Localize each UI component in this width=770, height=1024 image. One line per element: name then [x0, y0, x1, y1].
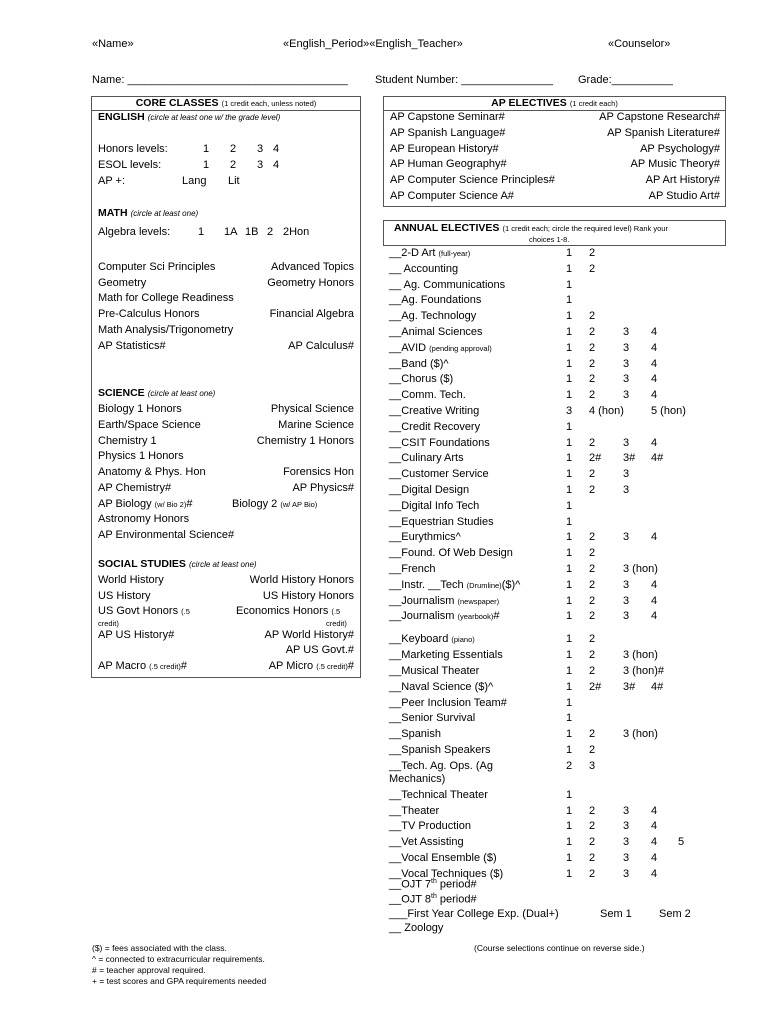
- course-option[interactable]: Geometry Honors: [267, 276, 354, 289]
- annual-elective-name[interactable]: [389, 437, 490, 449]
- ap-elective-option[interactable]: AP Computer Science Principles#: [390, 174, 555, 187]
- level-option[interactable]: 3: [623, 484, 630, 496]
- algebra-level[interactable]: 1A: [224, 226, 238, 238]
- annual-elective-label: __Ag. Foundations: [389, 294, 482, 307]
- level-option[interactable]: 4#: [651, 452, 664, 465]
- level-option[interactable]: 1: [566, 484, 573, 496]
- annual-elective-label: __Chorus ($): [389, 373, 454, 386]
- level-option[interactable]: 4: [651, 852, 658, 864]
- name-merge-field: «Name»: [92, 38, 134, 50]
- level-option[interactable]: 1: [566, 278, 573, 291]
- annual-elective-note: (piano): [451, 635, 475, 645]
- level-option[interactable]: 3: [623, 436, 630, 449]
- annual-elective-label: __Spanish: [389, 728, 441, 741]
- annual-elective-label: __Instr. __Tech: [389, 578, 464, 591]
- course-option[interactable]: Chemistry 1 Honors: [256, 434, 354, 447]
- level-option[interactable]: 4: [651, 594, 658, 607]
- annual-elective-label: __Spanish Speakers: [389, 744, 491, 756]
- level-option[interactable]: 1: [566, 852, 573, 864]
- zoology-option[interactable]: __ Zoology: [389, 922, 444, 934]
- level-option[interactable]: 1: [566, 326, 573, 338]
- level-option[interactable]: 1: [566, 247, 573, 259]
- legend-teacher-approval: # = teacher approval required.: [92, 965, 206, 975]
- annual-elective-name[interactable]: [389, 820, 471, 832]
- level-option[interactable]: 4 (hon): [589, 405, 624, 417]
- course-option[interactable]: Math for College Readiness: [98, 292, 234, 305]
- algebra-level[interactable]: 2Hon: [283, 226, 310, 238]
- level-option[interactable]: 1: [566, 547, 573, 560]
- course-option[interactable]: US History Honors: [262, 589, 354, 602]
- annual-electives-note: choices 1-8.: [529, 235, 570, 244]
- annual-elective-name[interactable]: [389, 310, 476, 322]
- ojt-8th-period-option[interactable]: __OJT 8th period#: [389, 893, 477, 906]
- level-option[interactable]: 3: [623, 341, 630, 354]
- level-option[interactable]: 2: [589, 247, 596, 259]
- level-option[interactable]: 1: [566, 436, 573, 449]
- english-ap-label: AP +:: [98, 175, 126, 187]
- level-option[interactable]: 3 (hon): [623, 649, 658, 662]
- algebra-level[interactable]: 1: [198, 226, 205, 238]
- english-esol-level[interactable]: 1: [203, 159, 210, 171]
- course-option[interactable]: Physics 1 Honors: [98, 450, 184, 463]
- level-option[interactable]: 1: [566, 420, 573, 433]
- ap-us-history-option[interactable]: AP US History#: [98, 629, 175, 641]
- level-option[interactable]: 1: [566, 515, 573, 528]
- annual-elective-label: __Creative Writing: [389, 405, 480, 417]
- annual-elective-name[interactable]: [389, 247, 470, 259]
- level-option[interactable]: 2: [589, 820, 596, 833]
- level-option[interactable]: 3: [566, 405, 573, 417]
- level-option[interactable]: 3 (hon)#: [623, 665, 664, 677]
- annual-elective-note: (Drumline): [466, 580, 502, 590]
- annual-elective-name[interactable]: [389, 547, 513, 559]
- annual-elective-name[interactable]: [389, 789, 488, 801]
- level-option[interactable]: 1: [566, 836, 573, 849]
- annual-elective-name[interactable]: [389, 697, 507, 709]
- biology-2-option[interactable]: Biology 2 (w/ AP Bio): [232, 498, 318, 510]
- course-option[interactable]: AP Physics#: [292, 482, 354, 494]
- annual-elective-name[interactable]: [389, 326, 483, 338]
- ap-electives-title: AP ELECTIVES (1 credit each): [491, 97, 618, 109]
- annual-elective-label: __Marketing Essentials: [389, 649, 503, 662]
- level-option[interactable]: 2: [589, 633, 596, 646]
- level-option[interactable]: 1: [566, 468, 573, 481]
- level-option[interactable]: 1: [566, 649, 573, 662]
- english-esol-level[interactable]: 3: [257, 159, 264, 171]
- annual-elective-label: __Keyboard: [389, 633, 449, 646]
- level-option[interactable]: 3 (hon): [623, 563, 658, 575]
- course-option[interactable]: Advanced Topics: [271, 261, 354, 273]
- semester-2-option[interactable]: Sem 2: [659, 908, 691, 920]
- annual-elective-name[interactable]: [389, 712, 475, 724]
- level-option[interactable]: 2: [589, 484, 596, 496]
- course-option[interactable]: Anatomy & Phys. Hon: [98, 466, 206, 479]
- math-heading: MATH (circle at least one): [98, 207, 199, 219]
- us-govt-honors-option[interactable]: US Govt Honors (.5: [98, 605, 190, 617]
- level-option[interactable]: 1: [566, 744, 573, 756]
- annual-electives-title: ANNUAL ELECTIVES (1 credit each; circle the required level) Rank your: [394, 222, 668, 234]
- english-heading: ENGLISH (circle at least one w/ the grade level): [98, 111, 281, 123]
- annual-elective-label: __AVID: [389, 341, 427, 354]
- annual-elective-label: __Musical Theater: [389, 665, 480, 677]
- annual-elective-label: __Journalism: [389, 594, 455, 607]
- annual-elective-label: __Animal Sciences: [389, 326, 483, 338]
- level-option[interactable]: 1: [566, 594, 573, 607]
- level-option[interactable]: 3#: [623, 452, 636, 465]
- annual-elective-name[interactable]: [389, 421, 480, 433]
- annual-elective-suffix: #: [493, 610, 500, 623]
- annual-elective-label: __Ag. Technology: [389, 310, 477, 323]
- level-option[interactable]: 3: [623, 610, 630, 623]
- algebra-level[interactable]: 1B: [245, 226, 259, 238]
- english-honors-level[interactable]: 2: [230, 143, 237, 155]
- level-option[interactable]: 4: [651, 820, 658, 833]
- annual-elective-label: __TV Production: [389, 820, 471, 833]
- annual-elective-name[interactable]: [389, 633, 475, 645]
- annual-elective-name[interactable]: [389, 468, 489, 480]
- annual-elective-name[interactable]: [389, 836, 464, 848]
- annual-elective-name[interactable]: [389, 405, 479, 417]
- level-option[interactable]: 1: [566, 680, 573, 693]
- course-option[interactable]: Biology 1 Honors: [98, 403, 182, 415]
- level-option[interactable]: 2: [589, 436, 596, 449]
- ap-world-history-option[interactable]: AP World History#: [264, 629, 354, 641]
- level-option[interactable]: 3: [623, 389, 630, 402]
- level-option[interactable]: 2: [589, 594, 596, 607]
- level-option[interactable]: 2#: [589, 680, 602, 693]
- level-option[interactable]: 4: [651, 373, 658, 386]
- level-option[interactable]: 4: [651, 357, 658, 370]
- annual-elective-name[interactable]: [389, 294, 481, 306]
- annual-elective-label: __French: [389, 563, 436, 575]
- course-option[interactable]: AP Chemistry#: [98, 482, 172, 494]
- course-option[interactable]: Physical Science: [270, 403, 354, 415]
- algebra-levels-label: Algebra levels:: [98, 226, 171, 238]
- english-esol-level[interactable]: 2: [230, 159, 237, 171]
- level-option[interactable]: 4: [651, 610, 658, 623]
- level-option[interactable]: 2: [589, 744, 596, 756]
- level-option[interactable]: 3: [623, 867, 630, 880]
- legend-fees: ($) = fees associated with the class.: [92, 943, 227, 953]
- level-option[interactable]: 4: [651, 578, 658, 591]
- ap-elective-option[interactable]: AP Spanish Language#: [390, 126, 506, 139]
- level-option[interactable]: 2#: [589, 452, 602, 465]
- annual-elective-name[interactable]: [389, 665, 479, 677]
- course-option[interactable]: World History: [98, 574, 164, 586]
- level-option[interactable]: 2: [566, 759, 573, 772]
- level-option[interactable]: 3: [623, 373, 630, 386]
- english-honors-level[interactable]: 3: [257, 143, 264, 155]
- annual-elective-label: __Band ($)^: [389, 357, 449, 370]
- level-option[interactable]: 2: [589, 804, 596, 817]
- course-option[interactable]: AP Statistics#: [98, 339, 166, 352]
- level-option[interactable]: 1: [566, 389, 573, 402]
- level-option[interactable]: 2: [589, 547, 596, 560]
- science-heading: SCIENCE (circle at least one): [98, 387, 216, 399]
- english-honors-label: Honors levels:: [98, 143, 168, 155]
- course-option[interactable]: Chemistry 1: [98, 434, 157, 447]
- annual-elective-name[interactable]: [389, 728, 441, 740]
- legend-extracurricular: ^ = connected to extracurricular requirements.: [92, 954, 265, 964]
- annual-elective-name[interactable]: [389, 579, 520, 591]
- level-option[interactable]: 1: [566, 262, 573, 275]
- level-option[interactable]: 3: [589, 759, 596, 772]
- level-option[interactable]: 1: [566, 867, 573, 880]
- level-option[interactable]: 2: [589, 373, 596, 386]
- annual-elective-name[interactable]: [389, 852, 497, 864]
- level-option[interactable]: 1: [566, 563, 573, 575]
- course-option[interactable]: World History Honors: [249, 574, 354, 586]
- annual-elective-label: __Theater: [389, 804, 440, 817]
- level-option[interactable]: 2: [589, 836, 596, 849]
- annual-elective-name[interactable]: [389, 263, 458, 275]
- annual-elective-name[interactable]: [389, 342, 492, 354]
- level-option[interactable]: 2: [589, 531, 596, 544]
- annual-elective-name[interactable]: [389, 760, 493, 772]
- english-esol-level[interactable]: 4: [273, 159, 280, 171]
- annual-elective-label: __Digital Info Tech: [389, 499, 480, 512]
- annual-elective-name[interactable]: [389, 358, 449, 370]
- ap-elective-option[interactable]: AP Psychology#: [640, 142, 720, 155]
- level-option[interactable]: 3: [623, 836, 630, 849]
- annual-elective-label: __Vocal Techniques ($): [389, 867, 504, 880]
- level-option[interactable]: 3: [623, 326, 630, 338]
- course-option[interactable]: US History: [98, 589, 151, 602]
- name-line[interactable]: Name: ____________________________________: [92, 74, 348, 86]
- english-ap-lit[interactable]: Lit: [228, 175, 240, 187]
- social-studies-heading: SOCIAL STUDIES (circle at least one): [98, 558, 257, 570]
- english-esol-label: ESOL levels:: [98, 159, 162, 171]
- level-option[interactable]: 3: [623, 804, 630, 817]
- annual-elective-note: (pending approval): [429, 343, 492, 353]
- annual-elective-label: __Vet Assisting: [389, 836, 464, 849]
- astronomy-honors-option[interactable]: Astronomy Honors: [98, 513, 190, 525]
- level-option[interactable]: 1: [566, 531, 573, 544]
- level-option[interactable]: 2: [589, 852, 596, 864]
- level-option[interactable]: 1: [566, 357, 573, 370]
- annual-elective-label: __ Ag. Communications: [389, 278, 506, 291]
- annual-elective-label: __Customer Service: [389, 468, 489, 481]
- annual-elective-name[interactable]: [389, 531, 461, 543]
- annual-elective-name[interactable]: [389, 595, 499, 607]
- level-option[interactable]: 3 (hon): [623, 728, 658, 741]
- ap-biology-option[interactable]: AP Biology (w/ Bio 2)#: [98, 498, 193, 510]
- annual-elective-label: __Equestrian Studies: [389, 515, 494, 528]
- ap-environmental-science-option[interactable]: AP Environmental Science#: [98, 529, 235, 541]
- course-option[interactable]: Financial Algebra: [269, 308, 354, 321]
- level-option[interactable]: 3: [623, 357, 630, 370]
- annual-elective-label: __Naval Science ($)^: [389, 680, 494, 693]
- level-option[interactable]: 4: [651, 389, 658, 402]
- annual-elective-name[interactable]: [389, 805, 439, 817]
- level-option[interactable]: 2: [589, 310, 596, 323]
- annual-elective-label: __Culinary Arts: [389, 452, 464, 465]
- core-classes-title: CORE CLASSES (1 credit each, unless noted): [135, 97, 317, 109]
- annual-elective-name[interactable]: [389, 681, 493, 693]
- level-option[interactable]: 2: [589, 610, 596, 623]
- level-option[interactable]: 1: [566, 578, 573, 591]
- us-govt-honors-credit-note: credit): [98, 619, 119, 628]
- annual-elective-name[interactable]: [389, 610, 499, 622]
- annual-elective-label: __Credit Recovery: [389, 420, 481, 433]
- level-option[interactable]: 4: [651, 867, 658, 880]
- level-option[interactable]: 1: [566, 820, 573, 833]
- annual-elective-name[interactable]: [389, 563, 435, 575]
- course-option[interactable]: Forensics Hon: [283, 466, 354, 479]
- annual-elective-name[interactable]: [389, 516, 494, 528]
- level-option[interactable]: 3: [623, 578, 630, 591]
- annual-elective-label: __Technical Theater: [389, 788, 488, 801]
- annual-elective-suffix: ($)^: [501, 578, 521, 591]
- level-option[interactable]: 2: [589, 326, 596, 338]
- level-option[interactable]: 4: [651, 436, 658, 449]
- legend-test-scores: + = test scores and GPA requirements needed: [92, 976, 267, 986]
- english-honors-level[interactable]: 1: [203, 143, 210, 155]
- level-option[interactable]: 1: [566, 728, 573, 741]
- level-option[interactable]: 2: [589, 578, 596, 591]
- level-option[interactable]: 1: [566, 452, 573, 465]
- level-option[interactable]: 1: [566, 373, 573, 386]
- annual-elective-name[interactable]: [389, 389, 466, 401]
- course-option[interactable]: Geometry: [98, 276, 147, 289]
- course-option[interactable]: Computer Sci Principles: [98, 261, 216, 273]
- level-option[interactable]: 3: [623, 468, 630, 481]
- level-option[interactable]: 3#: [623, 680, 636, 693]
- ap-macro-option[interactable]: AP Macro (.5 credit)#: [98, 660, 187, 672]
- level-option[interactable]: 2: [589, 468, 596, 481]
- annual-elective-label: __2-D Art: [389, 247, 436, 259]
- ap-elective-option[interactable]: AP Capstone Seminar#: [390, 111, 505, 123]
- english-ap-lang[interactable]: Lang: [182, 175, 207, 187]
- level-option[interactable]: 5: [678, 836, 685, 849]
- grade-line[interactable]: Grade:__________: [578, 74, 673, 86]
- level-option[interactable]: 1: [566, 665, 573, 677]
- level-option[interactable]: 2: [589, 262, 596, 275]
- annual-elective-label: __Digital Design: [389, 484, 470, 496]
- economics-honors-credit-note: credit): [326, 619, 347, 628]
- ap-us-govt-option[interactable]: AP US Govt.#: [285, 644, 354, 656]
- annual-elective-name[interactable]: [389, 452, 464, 464]
- level-option[interactable]: 1: [566, 294, 573, 307]
- ap-elective-option[interactable]: AP European History#: [390, 142, 499, 155]
- course-option[interactable]: Pre-Calculus Honors: [98, 308, 200, 321]
- course-option[interactable]: AP Calculus#: [288, 339, 354, 352]
- annual-elective-label: __Tech. Ag. Ops. (Ag: [389, 759, 493, 772]
- student-number-line[interactable]: Student Number: _______________: [375, 74, 553, 86]
- annual-elective-label: __CSIT Foundations: [389, 436, 490, 449]
- annual-elective-label: __Vocal Ensemble ($): [389, 852, 497, 864]
- counselor-merge-field: «Counselor»: [608, 38, 671, 50]
- annual-elective-label: __Found. Of Web Design: [389, 547, 513, 560]
- annual-elective-label: __Comm. Tech.: [389, 389, 466, 402]
- level-option[interactable]: 2: [589, 389, 596, 402]
- ap-elective-option[interactable]: AP Spanish Literature#: [607, 126, 720, 139]
- english-honors-level[interactable]: 4: [273, 143, 280, 155]
- annual-elective-label: __Peer Inclusion Team#: [389, 696, 507, 709]
- level-option[interactable]: 1: [566, 633, 573, 646]
- annual-elective-name[interactable]: [389, 279, 505, 291]
- ap-micro-option[interactable]: AP Micro (.5 credit)#: [268, 660, 354, 672]
- annual-elective-name[interactable]: [389, 373, 453, 385]
- ap-elective-option[interactable]: AP Human Geography#: [390, 158, 507, 171]
- level-option[interactable]: 3: [623, 531, 630, 544]
- level-option[interactable]: 1: [566, 341, 573, 354]
- level-option[interactable]: 1: [566, 696, 573, 709]
- ap-elective-option[interactable]: AP Capstone Research#: [599, 111, 720, 123]
- level-option[interactable]: 3: [623, 594, 630, 607]
- level-option[interactable]: 2: [589, 563, 596, 575]
- annual-elective-label: __Senior Survival: [389, 712, 476, 725]
- level-option[interactable]: 4: [651, 531, 658, 544]
- continue-reverse-note: (Course selections continue on reverse side.): [474, 943, 645, 953]
- level-option[interactable]: 4: [651, 341, 658, 354]
- level-option[interactable]: 2: [589, 665, 596, 677]
- ojt-7th-period-option[interactable]: __OJT 7th period#: [389, 878, 477, 891]
- ap-elective-option[interactable]: AP Studio Art#: [648, 190, 720, 202]
- annual-elective-note: (newspaper): [457, 596, 500, 606]
- annual-elective-name-continued: Mechanics): [389, 772, 446, 785]
- level-option[interactable]: 4: [651, 836, 658, 849]
- level-option[interactable]: 2: [589, 649, 596, 662]
- annual-elective-label: __Eurythmics^: [389, 531, 461, 544]
- economics-honors-option[interactable]: Economics Honors (.5: [236, 605, 341, 617]
- level-option[interactable]: 1: [566, 712, 573, 725]
- annual-elective-label: __Journalism: [389, 610, 455, 623]
- annual-elective-note: (full-year): [438, 249, 471, 258]
- course-option[interactable]: Earth/Space Science: [98, 418, 201, 431]
- level-option[interactable]: 2: [589, 357, 596, 370]
- annual-elective-note: (yearbook): [457, 612, 494, 622]
- semester-1-option[interactable]: Sem 1: [600, 908, 632, 920]
- level-option[interactable]: 4: [651, 326, 658, 338]
- level-option[interactable]: 1: [566, 804, 573, 817]
- course-option[interactable]: Marine Science: [278, 418, 354, 431]
- annual-elective-name[interactable]: [389, 500, 479, 512]
- level-option[interactable]: 2: [589, 341, 596, 354]
- annual-elective-name[interactable]: [389, 649, 503, 661]
- level-option[interactable]: 1: [566, 499, 573, 512]
- level-option[interactable]: 1: [566, 310, 573, 323]
- ap-elective-option[interactable]: AP Music Theory#: [630, 158, 720, 171]
- course-option[interactable]: Math Analysis/Trigonometry: [98, 323, 234, 336]
- level-option[interactable]: 2: [589, 728, 596, 741]
- level-option[interactable]: 1: [566, 788, 573, 801]
- annual-elective-name[interactable]: [389, 484, 469, 496]
- level-option[interactable]: 1: [566, 610, 573, 623]
- period-teacher-merge-field: «English_Period»«English_Teacher»: [283, 38, 463, 50]
- level-option[interactable]: 5 (hon): [651, 405, 686, 417]
- ap-elective-option[interactable]: AP Art History#: [645, 174, 720, 187]
- level-option[interactable]: 3: [623, 820, 630, 833]
- annual-elective-name[interactable]: [389, 744, 491, 756]
- level-option[interactable]: 4#: [651, 680, 664, 693]
- first-year-college-exp-option[interactable]: ___First Year College Exp. (Dual+): [389, 908, 559, 920]
- level-option[interactable]: 2: [589, 867, 596, 880]
- algebra-level[interactable]: 2: [267, 226, 274, 238]
- level-option[interactable]: 4: [651, 804, 658, 817]
- ap-elective-option[interactable]: AP Computer Science A#: [390, 190, 514, 202]
- level-option[interactable]: 3: [623, 852, 630, 864]
- annual-elective-label: __ Accounting: [389, 262, 459, 275]
